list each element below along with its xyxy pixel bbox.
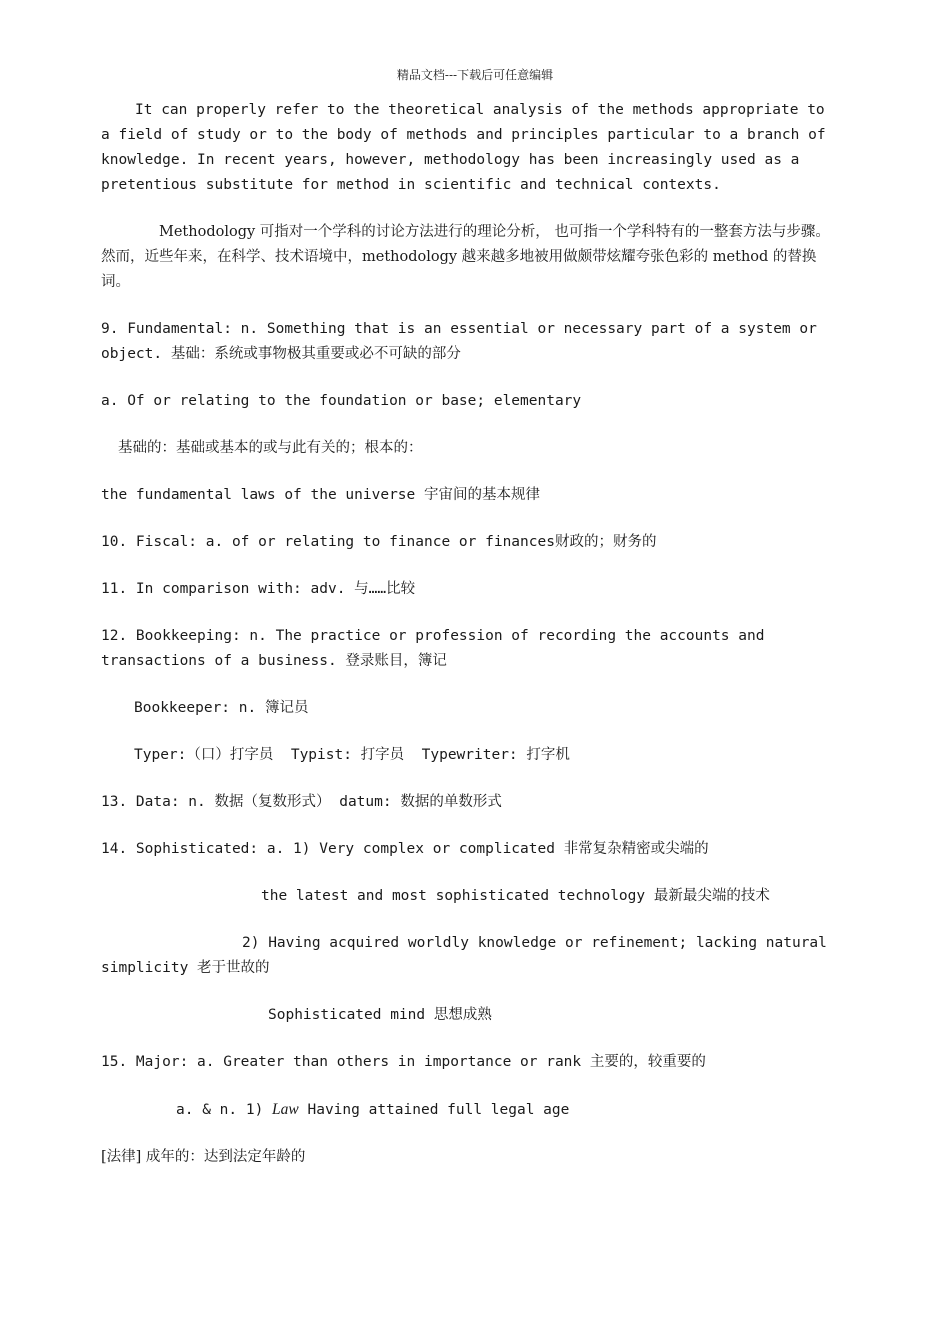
entry-fundamental-adj: a. Of or relating to the foundation or base; elementary <box>101 393 582 409</box>
entry-fundamental-adj-zh: 基础的：基础或基本的或与此有关的；根本的： <box>118 440 423 456</box>
document-body <box>101 98 841 1170</box>
example-sophisticated-mind: Sophisticated mind 思想成熟 <box>268 1007 492 1023</box>
entry-sophisticated-sense-2: 2) Having acquired worldly knowledge or refinement; lacking natural simplicity 老于世故的 <box>101 935 836 976</box>
entry-major-law-suffix: Having attained full legal age <box>298 1102 570 1118</box>
entry-sophisticated: 14. Sophisticated: a. 1) Very complex or complicated 非常复杂精密或尖端的 <box>101 841 709 857</box>
example-sophisticated-technology: the latest and most sophisticated technology 最新最尖端的技术 <box>261 888 770 904</box>
entry-bookkeeper: Bookkeeper: n. 簿记员 <box>134 700 309 716</box>
entry-major-law-prefix: a. & n. 1) <box>176 1102 273 1118</box>
example-fundamental: the fundamental laws of the universe 宇宙间的基本规律 <box>101 487 540 503</box>
entry-typer: Typer:（口）打字员 Typist: 打字员 Typewriter: 打字机 <box>134 747 570 763</box>
entry-in-comparison-with: 11. In comparison with: adv. 与……比较 <box>101 581 416 597</box>
entry-fiscal: 10. Fiscal: a. of or relating to finance or finances财政的；财务的 <box>101 534 657 550</box>
entry-fundamental: 9. Fundamental: n. Something that is an essential or necessary part of a system or object. 基础：系统或事物极其重要或必不可缺的部分 <box>101 321 826 362</box>
label-law-italic: Law <box>272 1101 299 1118</box>
entry-major: 15. Major: a. Greater than others in importance or rank 主要的，较重要的 <box>101 1054 706 1070</box>
paragraph-methodology-en: It can properly refer to the theoretical analysis of the methods appropriate to a field of study or to the body of methods and principles particular to a branch of knowledge. In recent years, however, methodology has been increasingly used as a pretentious substitute for method in scientific and technical contexts. <box>101 102 835 193</box>
entry-major-law-zh: [法律] 成年的：达到法定年龄的 <box>101 1149 306 1165</box>
entry-bookkeeping: 12. Bookkeeping: n. The practice or profession of recording the accounts and transactions of a business. 登录账目，簿记 <box>101 628 774 669</box>
page-header: 精品文档---下载后可任意编辑 <box>396 68 554 82</box>
paragraph-methodology-zh: Methodology 可指对一个学科的讨论方法进行的理论分析， 也可指一个学科特有的一整套方法与步骤。 然而，近些年来，在科学、技术语境中，methodology 越来越多地被用做颇带炫耀夸张色彩的 method 的替换词。 <box>101 224 835 290</box>
entry-data: 13. Data: n. 数据（复数形式） datum: 数据的单数形式 <box>101 794 502 810</box>
entry-major-law <box>101 1097 841 1123</box>
